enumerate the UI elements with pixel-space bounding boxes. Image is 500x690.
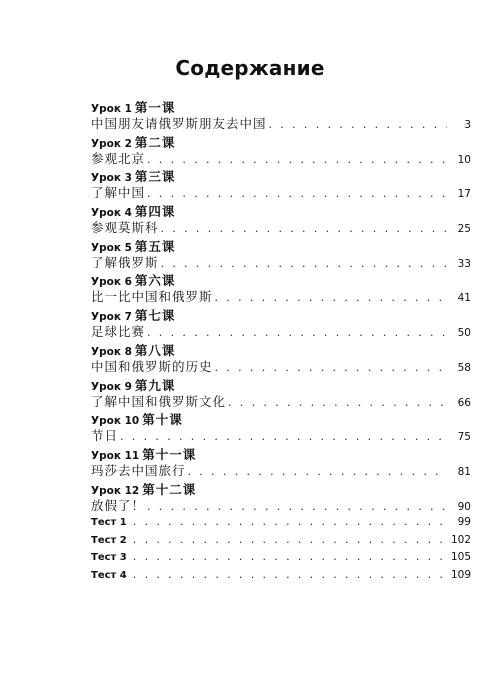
lesson-topic: 放假了！ (91, 497, 146, 513)
test-page-number: 102 (450, 533, 471, 546)
lesson-page-number: 50 (457, 327, 471, 340)
lesson-label: Урок 5 (91, 241, 132, 254)
lesson-page-number: 81 (457, 465, 471, 478)
lesson-label: Урок 4 (91, 207, 132, 220)
lesson-topic: 足球比赛 (91, 324, 146, 340)
dot-leader (228, 394, 447, 411)
lesson-topic: 中国和俄罗斯的历史 (91, 358, 213, 374)
page-title: Содержание (175, 56, 325, 80)
lesson-label: Урок 7 (91, 311, 132, 324)
dot-leader (269, 116, 447, 133)
lesson-topic: 参观北京 (91, 150, 146, 166)
lesson-page-number: 66 (457, 396, 471, 409)
toc-lesson-4 (91, 204, 471, 239)
test-page-number: 99 (457, 516, 471, 528)
toc-lesson-11 (91, 447, 471, 482)
toc-lesson-10 (91, 412, 471, 447)
toc-lesson-7 (91, 308, 471, 343)
lesson-title-cn: 第八课 (134, 342, 176, 358)
dot-leader (161, 220, 447, 237)
lesson-page-number: 41 (457, 292, 471, 305)
toc-test-3 (91, 548, 471, 566)
lesson-title-cn: 第十一课 (142, 446, 197, 462)
lesson-topic: 玛莎去中国旅行 (91, 462, 186, 478)
dot-leader (147, 324, 447, 341)
toc-test-4 (91, 566, 471, 584)
toc-lesson-2 (91, 135, 471, 170)
lesson-label: Урок 3 (91, 172, 132, 185)
lesson-title-cn: 第九课 (134, 377, 176, 393)
dot-leader (215, 289, 447, 306)
test-label: Тест 2 (91, 534, 127, 546)
lesson-page-number: 3 (464, 119, 471, 131)
lesson-title-cn: 第一课 (134, 100, 176, 115)
toc-tests (91, 513, 471, 583)
table-of-contents (91, 100, 471, 516)
toc-lesson-3 (91, 169, 471, 204)
lesson-label: Урок 1 (91, 103, 132, 115)
dot-leader (133, 548, 443, 566)
test-label: Тест 4 (91, 569, 127, 581)
dot-leader (147, 151, 447, 168)
test-label: Тест 3 (91, 552, 127, 563)
lesson-topic: 参观莫斯科 (91, 220, 159, 236)
toc-lesson-6 (91, 273, 471, 308)
toc-test-2 (91, 531, 471, 549)
dot-leader (133, 513, 443, 531)
lesson-title-cn: 第七课 (134, 308, 176, 324)
lesson-title-cn: 第三课 (134, 169, 176, 185)
lesson-page-number: 75 (457, 431, 471, 444)
test-page-number: 105 (450, 551, 471, 563)
toc-lesson-5 (91, 239, 471, 274)
lesson-label: Урок 12 (91, 484, 140, 497)
lesson-title-cn: 第五课 (134, 238, 176, 254)
dot-leader (133, 531, 443, 549)
test-label: Тест 1 (91, 517, 127, 528)
lesson-label: Урок 2 (91, 137, 132, 150)
dot-leader (147, 498, 447, 515)
lesson-topic: 了解中国 (91, 185, 146, 201)
lesson-title-cn: 第二课 (134, 134, 176, 150)
lesson-topic: 了解中国和俄罗斯文化 (91, 393, 227, 409)
dot-leader (161, 255, 447, 272)
lesson-label: Урок 9 (91, 380, 132, 393)
toc-lesson-1 (91, 100, 471, 135)
test-page-number: 109 (450, 568, 471, 581)
toc-lesson-12 (91, 482, 471, 517)
toc-lesson-9 (91, 378, 471, 413)
dot-leader (147, 185, 447, 202)
lesson-title-cn: 第六课 (134, 273, 176, 289)
dot-leader (188, 463, 447, 480)
lesson-title-cn: 第十课 (142, 412, 183, 428)
dot-leader (120, 428, 447, 445)
lesson-page-number: 33 (457, 257, 471, 270)
dot-leader (215, 359, 447, 376)
lesson-label: Урок 11 (91, 449, 140, 462)
lesson-title-cn: 第四课 (134, 204, 176, 220)
lesson-title-cn: 第十二课 (142, 481, 197, 497)
lesson-topic: 节日 (91, 428, 119, 444)
lesson-label: Урок 6 (91, 276, 132, 289)
lesson-topic: 了解俄罗斯 (91, 254, 159, 270)
toc-test-1 (91, 513, 471, 531)
toc-lesson-8 (91, 343, 471, 378)
lesson-label: Урок 8 (91, 345, 132, 358)
lesson-page-number: 17 (457, 188, 471, 201)
lesson-topic: 比一比中国和俄罗斯 (91, 289, 213, 305)
lesson-page-number: 90 (457, 500, 471, 513)
lesson-page-number: 58 (457, 361, 471, 374)
lesson-page-number: 10 (457, 153, 471, 166)
lesson-page-number: 25 (457, 223, 471, 236)
lesson-topic: 中国朋友请俄罗斯朋友去中国 (91, 116, 267, 131)
lesson-label: Урок 10 (91, 415, 140, 428)
dot-leader (133, 566, 443, 584)
